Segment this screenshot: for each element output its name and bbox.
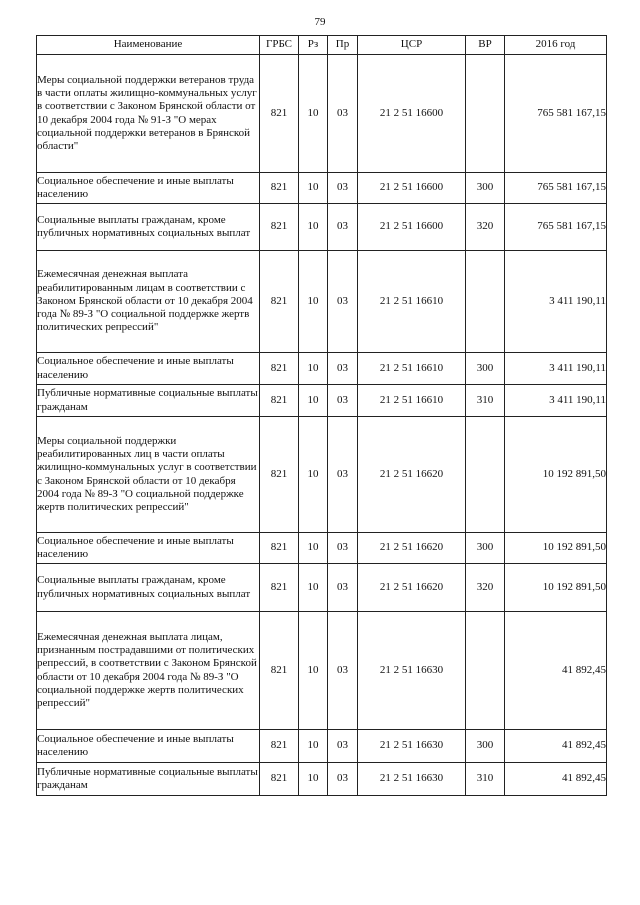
row-grbs: 821 xyxy=(260,763,299,796)
row-grbs: 821 xyxy=(260,353,299,385)
row-pr: 03 xyxy=(328,385,358,417)
budget-table xyxy=(36,35,607,796)
row-pr: 03 xyxy=(328,564,358,612)
row-name: Социальное обеспечение и иные выплаты населению xyxy=(37,173,260,204)
row-rz: 10 xyxy=(299,173,328,204)
table-header-row xyxy=(37,36,607,55)
row-vr: 310 xyxy=(466,763,505,796)
row-csr: 21 2 51 16630 xyxy=(358,612,466,730)
row-pr: 03 xyxy=(328,417,358,533)
row-vr: 320 xyxy=(466,564,505,612)
row-grbs: 821 xyxy=(260,564,299,612)
row-rz: 10 xyxy=(299,417,328,533)
row-grbs: 821 xyxy=(260,730,299,763)
table-row xyxy=(37,173,607,204)
table-row xyxy=(37,763,607,796)
row-vr: 310 xyxy=(466,385,505,417)
row-name: Публичные нормативные социальные выплаты гражданам xyxy=(37,763,260,796)
row-vr xyxy=(466,251,505,353)
row-name: Ежемесячная денежная выплата лицам, признанным пострадавшими от политических репрессий, в соответствии с Законом Брянской области от 10 декабря 2004 года № 89-З "О социальной поддержке жертв политических репрессий" xyxy=(37,612,260,730)
header-rz: Рз xyxy=(299,36,328,55)
header-year: 2016 год xyxy=(505,36,607,55)
row-vr: 320 xyxy=(466,204,505,251)
table-row xyxy=(37,417,607,533)
row-amount: 3 411 190,11 xyxy=(505,251,607,353)
row-rz: 10 xyxy=(299,353,328,385)
page-number: 79 xyxy=(314,16,326,28)
row-name: Социальные выплаты гражданам, кроме публичных нормативных социальных выплат xyxy=(37,564,260,612)
row-amount: 3 411 190,11 xyxy=(505,353,607,385)
row-vr xyxy=(466,55,505,173)
row-rz: 10 xyxy=(299,564,328,612)
row-csr: 21 2 51 16620 xyxy=(358,564,466,612)
table-row xyxy=(37,353,607,385)
row-vr: 300 xyxy=(466,533,505,564)
row-vr: 300 xyxy=(466,353,505,385)
row-name: Меры социальной поддержки ветеранов труда в части оплаты жилищно-коммунальных услуг в соответствии с Законом Брянской области от 10 декабря 2004 года № 91-З "О мерах социальной поддержки ветеранов в Брянской области" xyxy=(37,55,260,173)
header-grbs: ГРБС xyxy=(260,36,299,55)
row-amount: 765 581 167,15 xyxy=(505,204,607,251)
row-rz: 10 xyxy=(299,385,328,417)
table-row xyxy=(37,533,607,564)
row-csr: 21 2 51 16620 xyxy=(358,533,466,564)
row-pr: 03 xyxy=(328,612,358,730)
row-rz: 10 xyxy=(299,730,328,763)
row-pr: 03 xyxy=(328,763,358,796)
row-grbs: 821 xyxy=(260,204,299,251)
row-grbs: 821 xyxy=(260,612,299,730)
row-csr: 21 2 51 16610 xyxy=(358,251,466,353)
row-grbs: 821 xyxy=(260,385,299,417)
row-rz: 10 xyxy=(299,612,328,730)
row-rz: 10 xyxy=(299,533,328,564)
row-grbs: 821 xyxy=(260,533,299,564)
row-pr: 03 xyxy=(328,353,358,385)
row-amount: 41 892,45 xyxy=(505,612,607,730)
header-csr: ЦСР xyxy=(358,36,466,55)
row-pr: 03 xyxy=(328,533,358,564)
header-pr: Пр xyxy=(328,36,358,55)
row-amount: 10 192 891,50 xyxy=(505,533,607,564)
row-amount: 3 411 190,11 xyxy=(505,385,607,417)
table-row xyxy=(37,204,607,251)
row-csr: 21 2 51 16600 xyxy=(358,55,466,173)
row-name: Социальное обеспечение и иные выплаты населению xyxy=(37,533,260,564)
row-csr: 21 2 51 16600 xyxy=(358,204,466,251)
row-grbs: 821 xyxy=(260,417,299,533)
row-amount: 765 581 167,15 xyxy=(505,55,607,173)
row-csr: 21 2 51 16630 xyxy=(358,763,466,796)
row-rz: 10 xyxy=(299,204,328,251)
table-row xyxy=(37,251,607,353)
row-rz: 10 xyxy=(299,251,328,353)
table-row xyxy=(37,730,607,763)
row-csr: 21 2 51 16630 xyxy=(358,730,466,763)
row-grbs: 821 xyxy=(260,173,299,204)
row-name: Социальные выплаты гражданам, кроме публичных нормативных социальных выплат xyxy=(37,204,260,251)
header-vr: ВР xyxy=(466,36,505,55)
row-amount: 10 192 891,50 xyxy=(505,564,607,612)
row-name: Социальное обеспечение и иные выплаты населению xyxy=(37,730,260,763)
row-grbs: 821 xyxy=(260,55,299,173)
row-csr: 21 2 51 16620 xyxy=(358,417,466,533)
row-name: Ежемесячная денежная выплата реабилитированным лицам в соответствии с Законом Брянской области от 10 декабря 2004 года № 89-З "О социальной поддержке жертв политических репрессий" xyxy=(37,251,260,353)
row-pr: 03 xyxy=(328,730,358,763)
row-amount: 765 581 167,15 xyxy=(505,173,607,204)
row-pr: 03 xyxy=(328,173,358,204)
row-csr: 21 2 51 16600 xyxy=(358,173,466,204)
table-row xyxy=(37,564,607,612)
row-grbs: 821 xyxy=(260,251,299,353)
row-name: Публичные нормативные социальные выплаты гражданам xyxy=(37,385,260,417)
row-vr xyxy=(466,612,505,730)
row-csr: 21 2 51 16610 xyxy=(358,385,466,417)
row-amount: 41 892,45 xyxy=(505,763,607,796)
row-amount: 41 892,45 xyxy=(505,730,607,763)
row-csr: 21 2 51 16610 xyxy=(358,353,466,385)
row-vr: 300 xyxy=(466,173,505,204)
row-name: Меры социальной поддержки реабилитированных лиц в части оплаты жилищно-коммунальных услуг в соответствии с Законом Брянской области от 10 декабря 2004 года № 89-З "О социальной поддержке жертв политических репрессий" xyxy=(37,417,260,533)
row-pr: 03 xyxy=(328,55,358,173)
row-rz: 10 xyxy=(299,55,328,173)
table-row xyxy=(37,55,607,173)
row-pr: 03 xyxy=(328,204,358,251)
row-name: Социальное обеспечение и иные выплаты населению xyxy=(37,353,260,385)
row-vr: 300 xyxy=(466,730,505,763)
row-rz: 10 xyxy=(299,763,328,796)
row-amount: 10 192 891,50 xyxy=(505,417,607,533)
table-row xyxy=(37,385,607,417)
row-vr xyxy=(466,417,505,533)
table-row xyxy=(37,612,607,730)
header-name: Наименование xyxy=(37,36,260,55)
row-pr: 03 xyxy=(328,251,358,353)
